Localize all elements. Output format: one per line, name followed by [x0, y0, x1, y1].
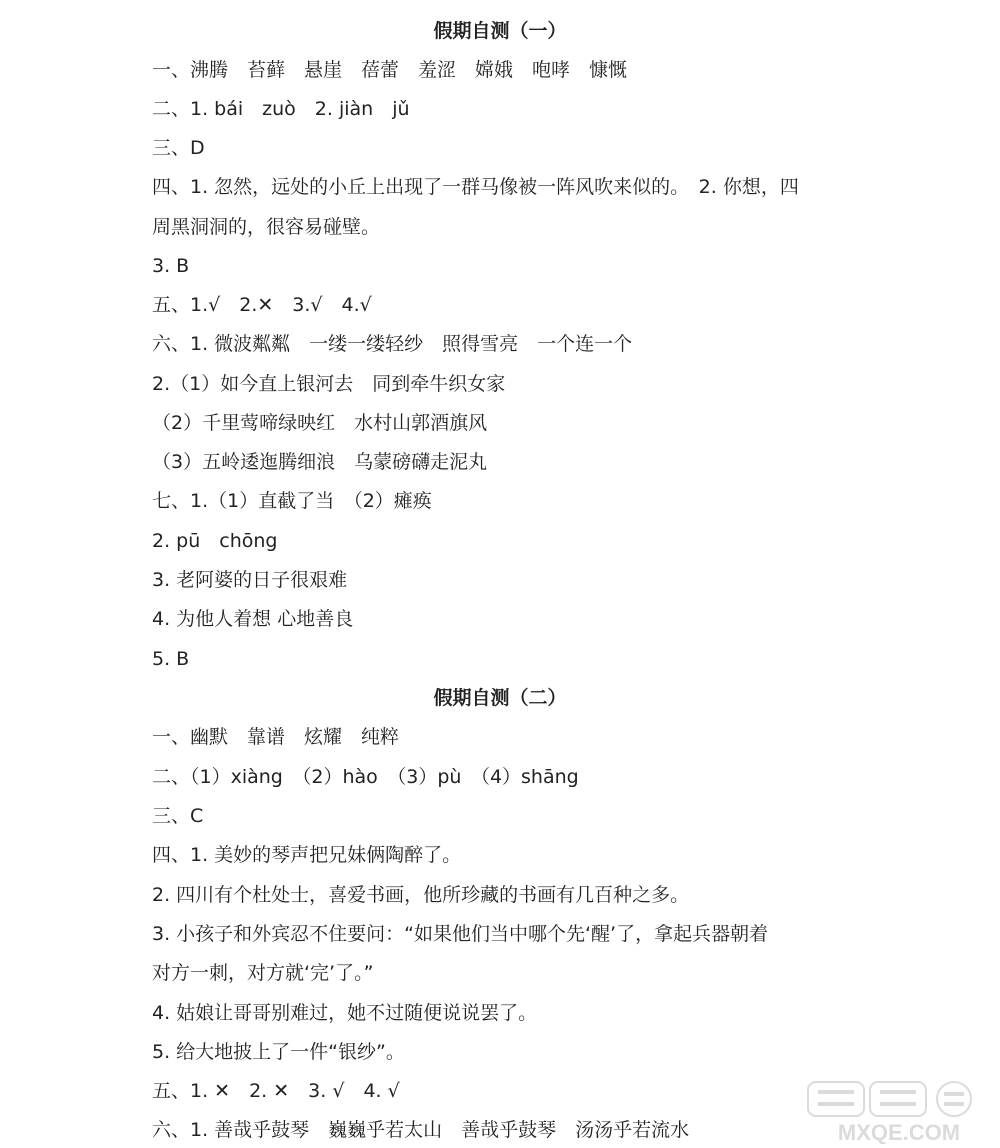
- s1-line-7: 五、1.√ 2.✕ 3.√ 4.√: [152, 294, 372, 316]
- s1-line-8: 六、1. 微波粼粼 一缕一缕轻纱 照得雪亮 一个连一个: [152, 333, 633, 355]
- s2-line-8: 4. 姑娘让哥哥别难过，她不过随便说说罢了。: [152, 1002, 538, 1024]
- section-1-title: 假期自测（一）: [433, 20, 567, 42]
- s1-line-13: 2. pū chōng: [152, 530, 278, 552]
- s2-line-6: 3. 小孩子和外宾忍不住要问：“如果他们当中哪个先‘醒’了，拿起兵器朝着: [152, 923, 769, 945]
- s2-line-3: 三、C: [152, 805, 204, 827]
- s1-line-3: 三、D: [152, 137, 205, 159]
- watermark-text: MXQE.COM: [837, 1120, 961, 1144]
- s2-line-4: 四、1. 美妙的琴声把兄妹俩陶醉了。: [152, 844, 462, 866]
- s1-line-15: 4. 为他人着想 心地善良: [152, 608, 354, 630]
- s1-line-4: 四、1. 忽然，远处的小丘上出现了一群马像被一阵风吹来似的。 2. 你想，四: [152, 176, 799, 198]
- s1-line-9: 2.（1）如今直上银河去 同到牵牛织女家: [152, 373, 506, 395]
- s1-line-10: （2）千里莺啼绿映红 水村山郭酒旗风: [152, 412, 488, 434]
- s2-line-10: 五、1. ✕ 2. ✕ 3. √ 4. √: [152, 1080, 400, 1102]
- s1-line-6: 3. B: [152, 255, 190, 277]
- s2-line-9: 5. 给大地披上了一件“银纱”。: [152, 1041, 405, 1063]
- s2-line-7: 对方一刺，对方就‘完’了。”: [152, 962, 374, 984]
- s2-line-11: 六、1. 善哉乎鼓琴 巍巍乎若太山 善哉乎鼓琴 汤汤乎若流水: [152, 1119, 690, 1141]
- s1-line-5: 周黑洞洞的，很容易碰壁。: [152, 216, 381, 238]
- s1-line-11: （3）五岭逶迤腾细浪 乌蒙磅礴走泥丸: [152, 451, 488, 473]
- s1-line-16: 5. B: [152, 648, 190, 670]
- s2-line-2: 二、（1）xiàng （2）hào （3）pù （4）shāng: [152, 766, 579, 788]
- s1-line-14: 3. 老阿婆的日子很艰难: [152, 569, 348, 591]
- s2-line-5: 2. 四川有个杜处士，喜爱书画，他所珍藏的书画有几百种之多。: [152, 884, 690, 906]
- s1-line-1: 一、沸腾 苔藓 悬崖 蓓蕾 羞涩 嫦娥 咆哮 慷慨: [152, 59, 628, 81]
- section-2-title: 假期自测（二）: [433, 687, 567, 709]
- watermark-logo-icon: [804, 1080, 994, 1144]
- s2-line-1: 一、幽默 靠谱 炫耀 纯粹: [152, 726, 400, 748]
- s1-line-2: 二、1. bái zuò 2. jiàn jǔ: [152, 98, 410, 120]
- s1-line-12: 七、1.（1）直截了当 （2）瘫痪: [152, 490, 432, 512]
